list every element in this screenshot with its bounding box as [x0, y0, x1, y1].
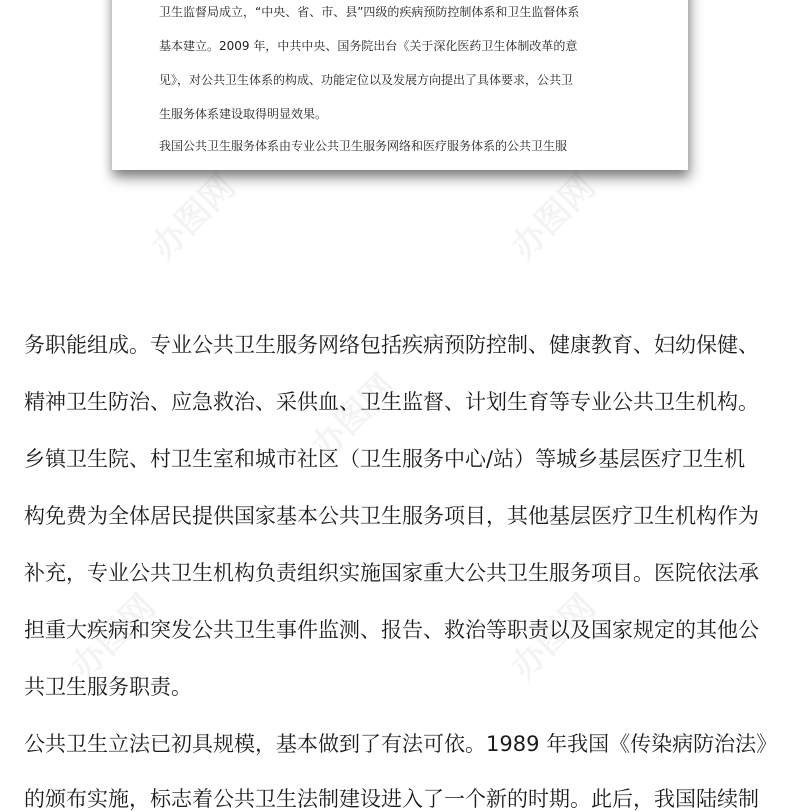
card-text-line: 我国公共卫生服务体系由专业公共卫生服务网络和医疗服务体系的公共卫生服	[159, 139, 568, 153]
body-text-line: 公共卫生立法已初具规模，基本做到了有法可依。1989 年我国《传染病防治法》	[24, 732, 778, 756]
body-text-line: 乡镇卫生院、村卫生室和城市社区（卫生服务中心/站）等城乡基层医疗卫生机	[24, 447, 746, 471]
body-text-line: 共卫生服务职责。	[24, 675, 192, 699]
body-text-line: 精神卫生防治、应急救治、采供血、卫生监督、计划生育等专业公共卫生机构。	[24, 390, 759, 414]
body-text-line: 务职能组成。专业公共卫生服务网络包括疾病预防控制、健康教育、妇幼保健、	[24, 333, 759, 357]
card-text-line: 卫生监督局成立，“中央、省、市、县”四级的疾病预防控制体系和卫生监督体系	[159, 5, 580, 19]
page-card	[112, 0, 688, 170]
body-text-line: 担重大疾病和突发公共卫生事件监测、报告、救治等职责以及国家规定的其他公	[24, 618, 759, 642]
card-text-line: 基本建立。2009 年，中共中央、国务院出台《关于深化医药卫生体制改革的意	[159, 39, 578, 53]
card-text-line: 见》，对公共卫生体系的构成、功能定位以及发展方向提出了具体要求，公共卫	[159, 73, 574, 87]
body-text-line: 构免费为全体居民提供国家基本公共卫生服务项目，其他基层医疗卫生机构作为	[24, 504, 759, 528]
body-text-line: 的颁布实施，标志着公共卫生法制建设进入了一个新的时期。此后，我国陆续制	[24, 787, 759, 811]
watermark	[498, 161, 605, 268]
card-text-line: 生服务体系建设取得明显效果。	[159, 107, 328, 121]
watermark	[138, 161, 245, 268]
body-text-line: 补充，专业公共卫生机构负责组织实施国家重大公共卫生服务项目。医院依法承	[24, 561, 759, 585]
